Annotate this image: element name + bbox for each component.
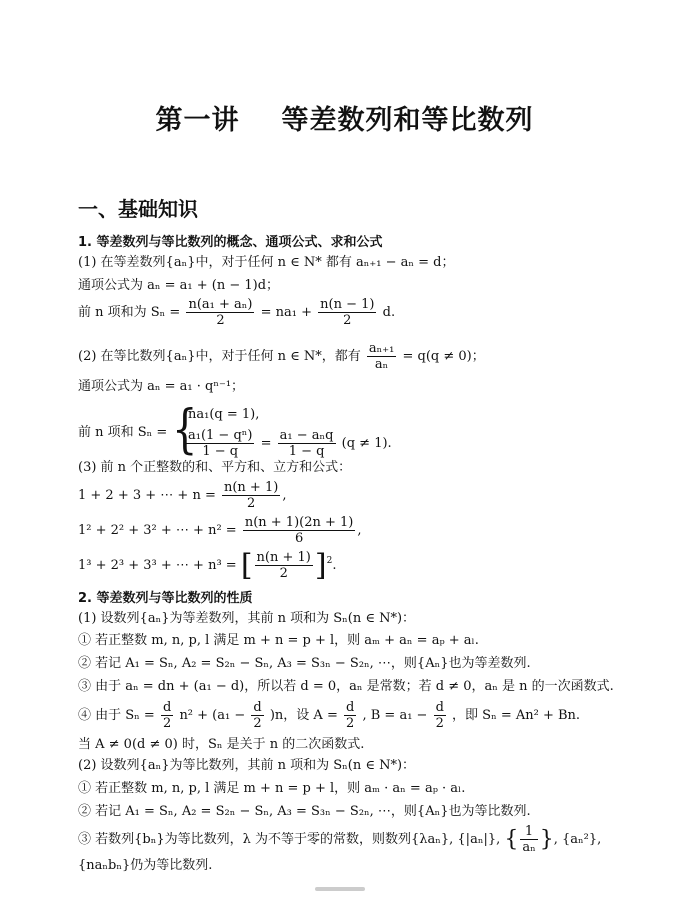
case-2: [184, 428, 392, 459]
formula-text: =: [260, 436, 272, 451]
denominator: 2: [435, 716, 444, 731]
formula-text: = na₁ +: [260, 305, 313, 320]
numerator: n(n + 1): [256, 550, 311, 565]
numerator: d: [346, 700, 355, 715]
fraction: [186, 297, 254, 328]
fraction: [255, 550, 313, 581]
fraction: [161, 700, 173, 731]
denominator: 2: [253, 716, 262, 731]
right-brace: }: [539, 826, 554, 852]
formula-text: ④ 由于 Sₙ =: [78, 708, 155, 723]
fraction: [318, 297, 376, 328]
denominator: 2: [346, 716, 355, 731]
denominator: 2: [247, 496, 256, 511]
denominator: 2: [279, 566, 288, 581]
formula-text: , B = a₁ −: [362, 708, 428, 723]
numerator: n(n + 1)(2n + 1): [244, 515, 354, 530]
denominator: 2: [162, 716, 172, 731]
subheading-2: 2. 等差数列与等比数列的性质: [78, 591, 253, 606]
lecture-topic: 等差数列和等比数列: [281, 105, 534, 136]
text-line: (1) 在等差数列{aₙ}中，对于任何 n ∈ N* 都有 aₙ₊₁ − aₙ = d；: [78, 255, 455, 270]
case-1: na₁(q = 1),: [188, 407, 260, 422]
denominator: 2: [216, 313, 225, 328]
formula-text: , {aₙ²},: [553, 832, 602, 847]
numerator: n(n − 1): [320, 297, 375, 312]
formula-text: n² + (a₁ −: [179, 708, 246, 723]
numerator: n(a₁ + aₙ): [188, 297, 253, 312]
text-line: {naₙbₙ}仍为等比数列.: [78, 858, 213, 873]
fraction: [243, 515, 356, 546]
section-heading: 一、基础知识: [78, 197, 198, 221]
denominator: 1 − q: [288, 444, 325, 459]
text-line: ② 若记 A₁ = Sₙ, A₂ = S₂ₙ − Sₙ, A₃ = S₃ₙ − S₂ₙ, ⋯，则{Aₙ}也为等差数列.: [78, 656, 531, 671]
formula-sn-quadratic: [78, 700, 580, 731]
page-title: [0, 98, 689, 137]
subheading-1: 1. 等差数列与等比数列的概念、通项公式、求和公式: [78, 235, 383, 250]
text-line: 通项公式为 aₙ = a₁ + (n − 1)d；: [78, 278, 280, 293]
formula-text: ,: [357, 523, 362, 538]
fraction: [367, 341, 396, 372]
denominator: 2: [343, 313, 352, 328]
formula-text: .: [332, 558, 337, 573]
left-brace: {: [172, 400, 198, 460]
formula-text: )n，设 A =: [269, 708, 338, 723]
lecture-number: 第一讲: [155, 105, 240, 136]
fraction: [520, 824, 537, 855]
left-bracket: [: [240, 547, 253, 583]
formula-geo-ratio: [78, 341, 485, 372]
text-line: (1) 设数列{aₙ}为等差数列，其前 n 项和为 Sₙ(n ∈ N*)：: [78, 611, 416, 626]
text-line: (2) 设数列{aₙ}为等比数列，其前 n 项和为 Sₙ(n ∈ N*)：: [78, 758, 416, 773]
formula-text: (2) 在等比数列{aₙ}中，对于任何 n ∈ N*，都有: [78, 349, 361, 364]
fraction: [251, 700, 263, 731]
fraction: [222, 480, 280, 511]
numerator: a₁ − aₙq: [279, 428, 334, 443]
text-line: ③ 由于 aₙ = dn + (a₁ − d)，所以若 d = 0，aₙ 是常数；若 d ≠ 0，aₙ 是 n 的一次函数式.: [78, 679, 614, 694]
formula-arith-sum: [78, 297, 395, 328]
formula-text: 1³ + 2³ + 3³ + ⋯ + n³ =: [78, 558, 237, 573]
denominator: 1 − q: [202, 444, 239, 459]
numerator: d: [162, 700, 172, 715]
numerator: d: [253, 700, 262, 715]
fraction: [344, 700, 356, 731]
text-line: ① 若正整数 m, n, p, l 满足 m + n = p + l，则 aₘ · aₙ = aₚ · aₗ.: [78, 781, 466, 796]
fraction: [434, 700, 446, 731]
formula-text: 1² + 2² + 3² + ⋯ + n² =: [78, 523, 237, 538]
left-brace: {: [504, 826, 519, 852]
fraction: [186, 428, 254, 459]
formula-text: 前 n 项和为 Sₙ =: [78, 305, 181, 320]
text-line: 当 A ≠ 0(d ≠ 0) 时，Sₙ 是关于 n 的二次函数式.: [78, 737, 365, 752]
numerator: 1: [520, 824, 537, 840]
formula-text: ，即 Sₙ = An² + Bn.: [452, 708, 581, 723]
exponent: 2: [326, 556, 333, 566]
formula-sum-squares: [78, 515, 362, 546]
numerator: d: [435, 700, 444, 715]
formula-text: ,: [282, 488, 287, 503]
numerator: aₙ₊₁: [368, 341, 395, 356]
formula-text: = q(q ≠ 0)；: [402, 349, 485, 364]
formula-text: d.: [382, 305, 396, 320]
formula-text: (q ≠ 1).: [341, 436, 392, 451]
formula-geo-derived: [78, 824, 601, 855]
denominator: aₙ: [522, 840, 536, 855]
text-line: ① 若正整数 m, n, p, l 满足 m + n = p + l，则 aₘ + aₙ = aₚ + aₗ.: [78, 633, 479, 648]
formula-sum-cubes: [78, 547, 337, 583]
denominator: 6: [294, 531, 304, 546]
text-line: 通项公式为 aₙ = a₁ · qⁿ⁻¹；: [78, 379, 245, 394]
right-bracket: ]: [314, 547, 327, 583]
numerator: a₁(1 − qⁿ): [188, 428, 253, 443]
numerator: n(n + 1): [223, 480, 279, 495]
formula-text: ③ 若数列{bₙ}为等比数列，λ 为不等于零的常数，则数列{λaₙ}, {|aₙ|},: [78, 832, 501, 847]
text-line: ② 若记 A₁ = Sₙ, A₂ = S₂ₙ − Sₙ, A₃ = S₃ₙ − S₂ₙ, ⋯，则{Aₙ}也为等比数列.: [78, 804, 531, 819]
formula-text: 前 n 项和 Sₙ =: [78, 425, 168, 440]
text-line: (3) 前 n 个正整数的和、平方和、立方和公式：: [78, 460, 352, 475]
denominator: aₙ: [374, 357, 389, 372]
formula-text: 1 + 2 + 3 + ⋯ + n =: [78, 488, 216, 503]
formula-sum-n: [78, 480, 286, 511]
page-footer-mark: [315, 887, 365, 891]
fraction: [278, 428, 336, 459]
